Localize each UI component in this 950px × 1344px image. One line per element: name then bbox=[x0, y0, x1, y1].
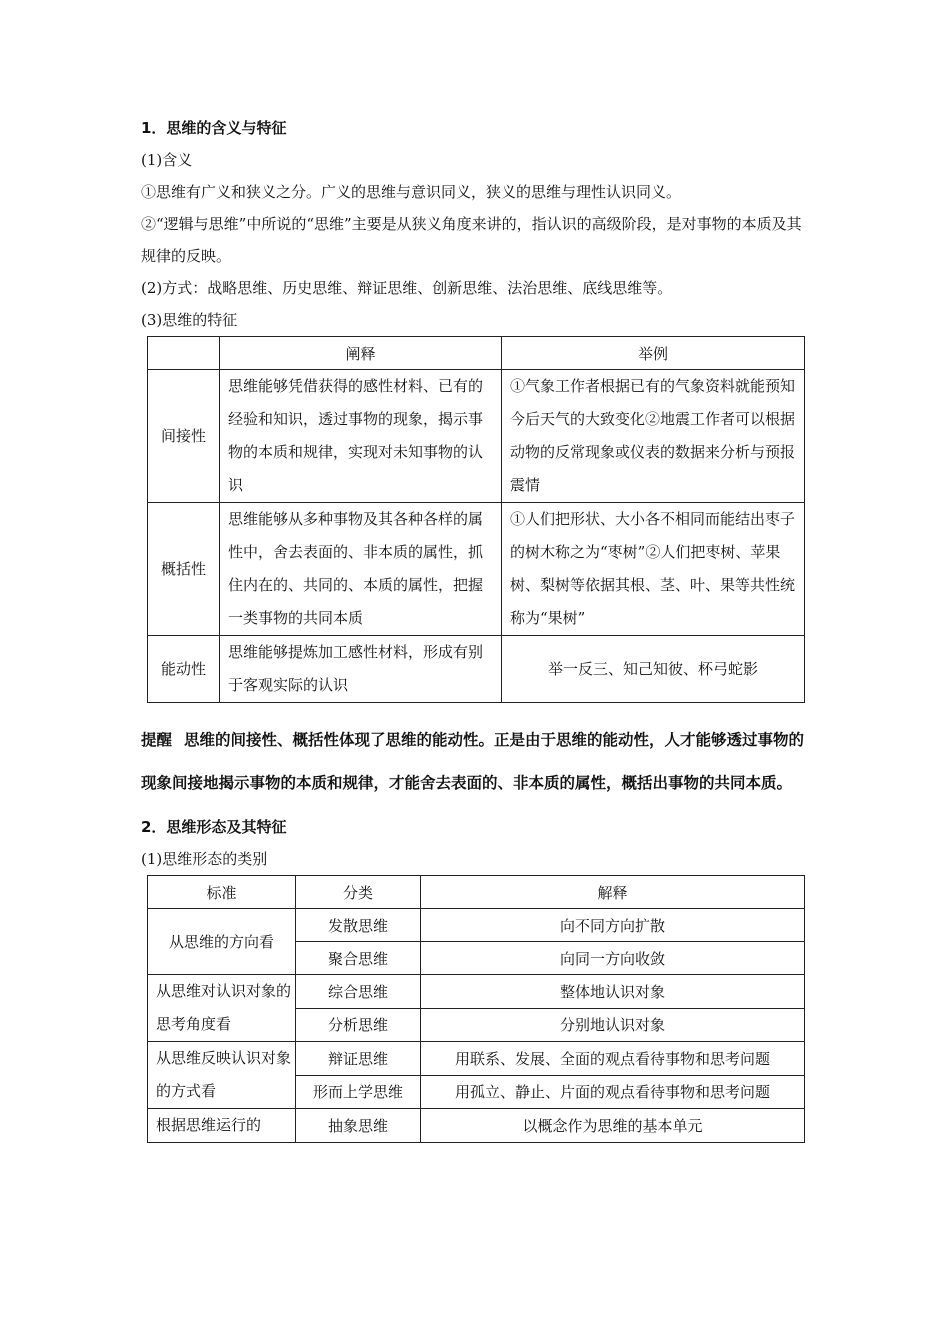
explain-cell: 以概念作为思维的基本单元 bbox=[421, 1109, 805, 1143]
table-row bbox=[148, 909, 805, 942]
type-cell: 分析思维 bbox=[296, 1008, 421, 1042]
feature-example: 举一反三、知己知彼、杯弓蛇影 bbox=[502, 636, 805, 703]
standard-cell: 从思维对认识对象的思考角度看 bbox=[148, 975, 296, 1042]
table-header-cell: 分类 bbox=[296, 876, 421, 909]
feature-example: ①人们把形状、大小各不相同而能结出枣子的树木称之为“枣树”②人们把枣树、苹果树、梨树等依据其根、茎、叶、果等共性统称为“果树” bbox=[502, 503, 805, 636]
table-header-cell: 解释 bbox=[421, 876, 805, 909]
tip-paragraph bbox=[141, 719, 809, 805]
standard-cell: 从思维的方向看 bbox=[148, 909, 296, 975]
forms-table-header bbox=[148, 876, 805, 909]
section1-heading: 1．思维的含义与特征 bbox=[141, 119, 287, 137]
standard-cell: 从思维反映认识对象的方式看 bbox=[148, 1042, 296, 1109]
table-row bbox=[148, 1109, 805, 1143]
feature-example: ①气象工作者根据已有的气象资料就能预知今后天气的大致变化②地震工作者可以根据动物的反常现象或仪表的数据来分析与预报震情 bbox=[502, 370, 805, 503]
type-cell: 辩证思维 bbox=[296, 1042, 421, 1076]
type-cell: 综合思维 bbox=[296, 975, 421, 1009]
table-header-cell: 标准 bbox=[148, 876, 296, 909]
type-cell: 形而上学思维 bbox=[296, 1075, 421, 1109]
explain-cell: 整体地认识对象 bbox=[421, 975, 805, 1009]
features-table bbox=[147, 336, 805, 703]
thinking-modes: (2)方式：战略思维、历史思维、辩证思维、创新思维、法治思维、底线思维等。 bbox=[141, 279, 673, 297]
type-cell: 发散思维 bbox=[296, 909, 421, 942]
document-body bbox=[141, 112, 809, 1143]
meaning-point-1: ①思维有广义和狭义之分。广义的思维与意识同义，狭义的思维与理性认识同义。 bbox=[141, 183, 682, 201]
table-row bbox=[148, 1042, 805, 1076]
explain-cell: 用联系、发展、全面的观点看待事物和思考问题 bbox=[421, 1042, 805, 1076]
table-header-cell: 举例 bbox=[502, 337, 805, 370]
meaning-title: (1)含义 bbox=[141, 151, 193, 169]
feature-name: 间接性 bbox=[148, 370, 220, 503]
type-cell: 抽象思维 bbox=[296, 1109, 421, 1143]
section2-heading: 2．思维形态及其特征 bbox=[141, 818, 287, 836]
feature-name: 概括性 bbox=[148, 503, 220, 636]
feature-name: 能动性 bbox=[148, 636, 220, 703]
explain-cell: 向不同方向扩散 bbox=[421, 909, 805, 942]
features-table-header bbox=[148, 337, 805, 370]
tip-label: 提醒 bbox=[141, 731, 173, 749]
table-row bbox=[148, 503, 805, 636]
thinking-forms-table bbox=[147, 875, 805, 1143]
table-header-cell: 阐释 bbox=[220, 337, 502, 370]
explain-cell: 向同一方向收敛 bbox=[421, 942, 805, 975]
tip-text: 思维的间接性、概括性体现了思维的能动性。正是由于思维的能动性，人才能够透过事物的现象间接地揭示事物的本质和规律，才能舍去表面的、非本质的属性，概括出事物的共同本质。 bbox=[141, 731, 805, 792]
explain-cell: 用孤立、静止、片面的观点看待事物和思考问题 bbox=[421, 1075, 805, 1109]
types-title: (1)思维形态的类别 bbox=[141, 850, 268, 868]
feature-explain: 思维能够从多种事物及其各种各样的属性中，舍去表面的、非本质的属性，抓住内在的、共同的、本质的属性，把握一类事物的共同本质 bbox=[220, 503, 502, 636]
table-header-cell bbox=[148, 337, 220, 370]
type-cell: 聚合思维 bbox=[296, 942, 421, 975]
meaning-point-2: ②“逻辑与思维”中所说的“思维”主要是从狭义角度来讲的，指认识的高级阶段，是对事物的本质及其规律的反映。 bbox=[141, 215, 802, 265]
table-row bbox=[148, 636, 805, 703]
standard-cell: 根据思维运行的 bbox=[148, 1109, 296, 1143]
table-row bbox=[148, 975, 805, 1009]
feature-explain: 思维能够提炼加工感性材料，形成有别于客观实际的认识 bbox=[220, 636, 502, 703]
feature-explain: 思维能够凭借获得的感性材料、已有的经验和知识，透过事物的现象，揭示事物的本质和规律，实现对未知事物的认识 bbox=[220, 370, 502, 503]
explain-cell: 分别地认识对象 bbox=[421, 1008, 805, 1042]
features-title: (3)思维的特征 bbox=[141, 311, 238, 329]
table-row bbox=[148, 370, 805, 503]
